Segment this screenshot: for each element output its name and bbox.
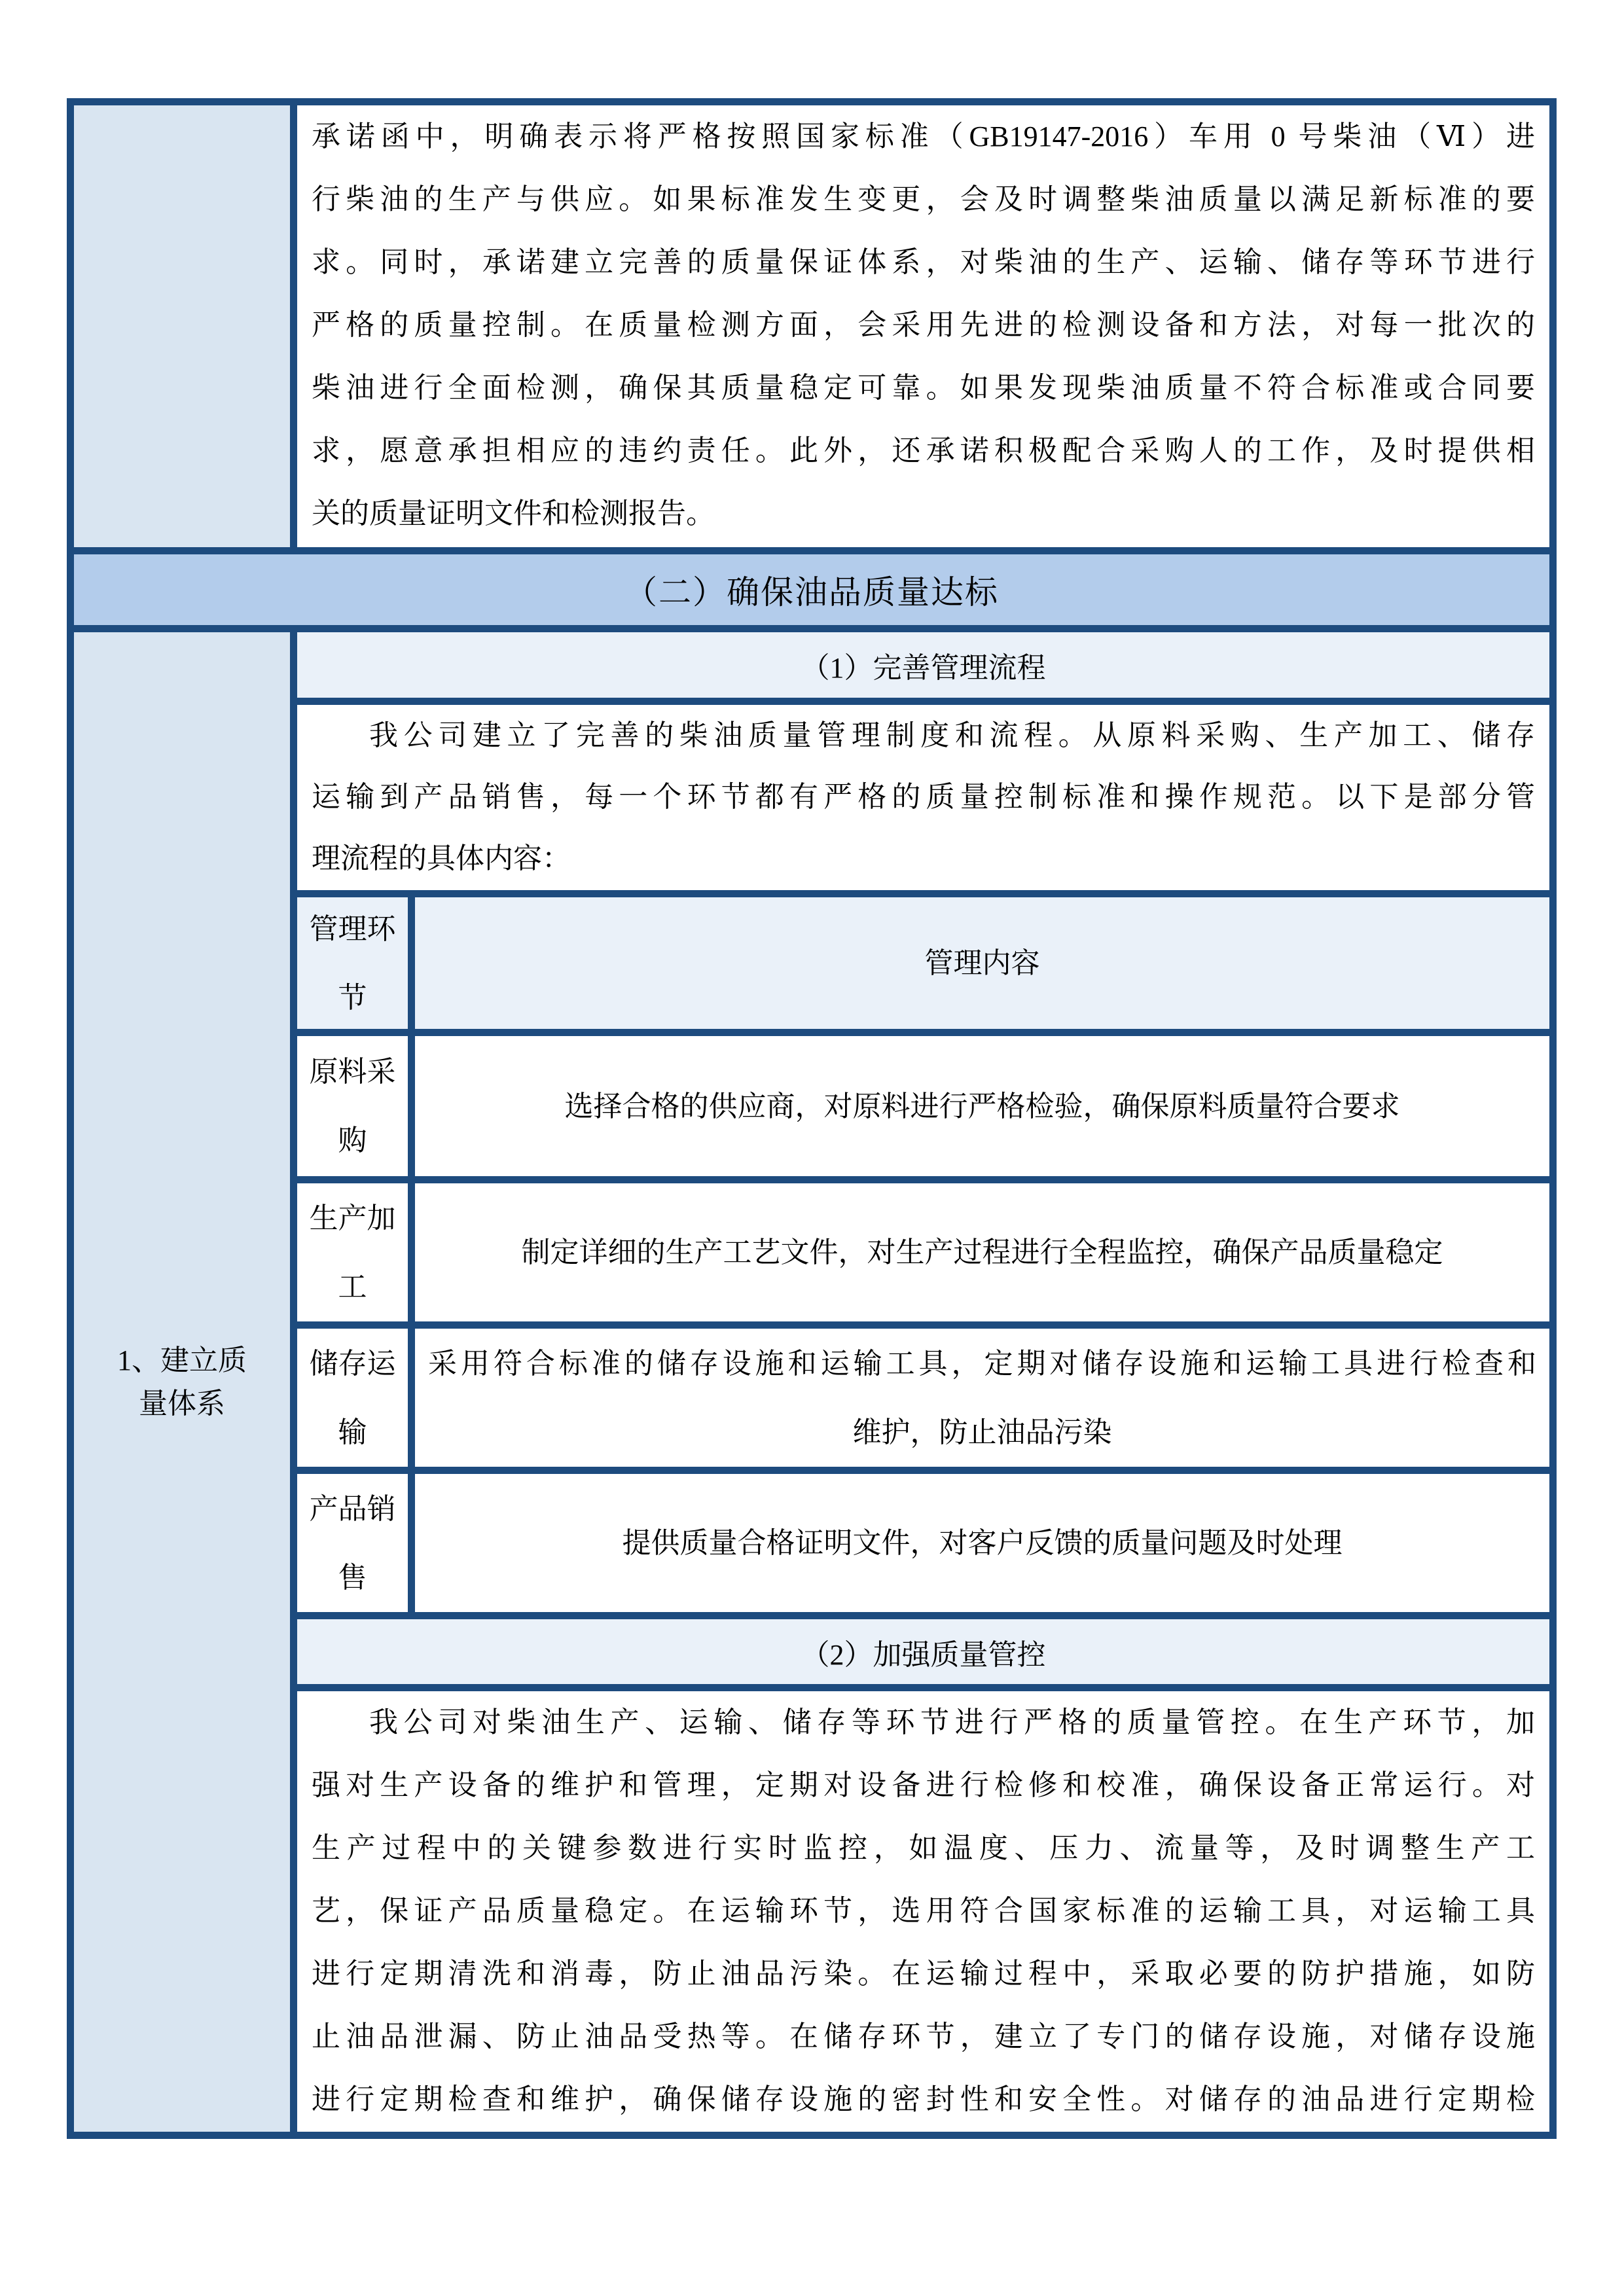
- sub2-paragraph: [297, 1691, 1549, 2132]
- content-text-line: 采用符合标准的储存设施和运输工具，定期对储存设施和运输工具进行检查和: [428, 1347, 1536, 1380]
- table-row: [297, 1474, 1549, 1612]
- content-cell: [415, 1036, 1549, 1176]
- content-cell: [415, 1474, 1549, 1612]
- paragraph-line: 行柴油的生产与供应。如果标准发生变更，会及时调整柴油质量以满足新标准的要: [312, 183, 1535, 215]
- paragraph-line: 求，愿意承担相应的违约责任。此外，还承诺积极配合采购人的工作，及时提供相: [312, 435, 1535, 467]
- content-cell: [415, 1183, 1549, 1321]
- paragraph-line: 求。同时，承诺建立完善的质量保证体系，对柴油的生产、运输、储存等环节进行: [312, 246, 1535, 278]
- paragraph-line: 运输到产品销售，每一个环节都有严格的质量控制标准和操作规范。以下是部分管: [312, 781, 1535, 813]
- table-header-row: [297, 897, 1549, 1029]
- paragraph-line: 艺，保证产品质量稳定。在运输环节，选用符合国家标准的运输工具，对运输工具: [312, 1895, 1535, 1927]
- section2-left-label: [74, 632, 290, 2132]
- management-process-table: [297, 897, 1549, 1612]
- content-text: 提供质量合格证明文件，对客户反馈的质量问题及时处理: [622, 1527, 1343, 1559]
- sub1-header-band: [297, 632, 1549, 698]
- sub1-header-text: （1）完善管理流程: [801, 652, 1046, 684]
- document-table: [67, 98, 1557, 2139]
- stage-cell: 生产加工: [297, 1183, 408, 1321]
- sub2-header-text: （2）加强质量管控: [801, 1638, 1046, 1671]
- paragraph-line: 我公司对柴油生产、运输、储存等环节进行严格的质量管控。在生产环节，加: [369, 1706, 1535, 1738]
- continuation-left-cell: [74, 105, 290, 547]
- content-text-line: 维护，防止油品污染: [852, 1416, 1112, 1448]
- content-cell: [415, 1329, 1549, 1467]
- content-text: 选择合格的供应商，对原料进行严格检验，确保原料质量符合要求: [564, 1090, 1400, 1122]
- continuation-row: [74, 105, 1549, 547]
- paragraph-line: 强对生产设备的维护和管理，定期对设备进行检修和校准，确保设备正常运行。对: [312, 1769, 1535, 1801]
- paragraph-line: 承诺函中，明确表示将严格按照国家标准（GB19147-2016）车用 0 号柴油（Ⅵ）进: [312, 120, 1535, 152]
- paragraph-line: 关的质量证明文件和检测报告。: [312, 497, 715, 529]
- content-text: 制定详细的生产工艺文件，对生产过程进行全程监控，确保产品质量稳定: [521, 1236, 1443, 1268]
- sub1-intro-paragraph: [297, 705, 1549, 890]
- paragraph-line: 柴油进行全面检测，确保其质量稳定可靠。如果发现柴油质量不符合标准或合同要: [312, 372, 1535, 404]
- paragraph-line: 止油品泄漏、防止油品受热等。在储存环节，建立了专门的储存设施，对储存设施: [312, 2020, 1535, 2053]
- table-row: [297, 1036, 1549, 1176]
- stage-cell: 产品销售: [297, 1474, 408, 1612]
- left-label-line: 1、建立质: [117, 1344, 247, 1376]
- continuation-paragraph: [297, 105, 1549, 547]
- stage-cell: 储存运输: [297, 1329, 408, 1467]
- table-row: [297, 1183, 1549, 1321]
- stage-cell: 原料采购: [297, 1036, 408, 1176]
- table-row: [297, 1329, 1549, 1467]
- section2-header-text: （二）确保油品质量达标: [624, 574, 999, 611]
- sub2-header-band: [297, 1619, 1549, 1684]
- column-header-content: [415, 897, 1549, 1029]
- paragraph-line: 我公司建立了完善的柴油质量管理制度和流程。从原料采购、生产加工、储存: [369, 719, 1535, 751]
- paragraph-line: 严格的质量控制。在质量检测方面，会采用先进的检测设备和方法，对每一批次的: [312, 309, 1535, 341]
- left-label-line: 量体系: [139, 1387, 225, 1420]
- paragraph-line: 进行定期清洗和消毒，防止油品污染。在运输过程中，采取必要的防护措施，如防: [312, 1958, 1535, 1990]
- section2-content-column: [297, 632, 1549, 2132]
- section2-header-band: [74, 554, 1549, 625]
- paragraph-line: 理流程的具体内容：: [312, 842, 571, 874]
- column-header-stage: 管理环节: [297, 897, 408, 1029]
- section2-body-row: [74, 632, 1549, 2132]
- paragraph-line: 生产过程中的关键参数进行实时监控，如温度、压力、流量等，及时调整生产工: [312, 1832, 1535, 1864]
- column-header-content-text: 管理内容: [924, 947, 1040, 979]
- paragraph-line: 进行定期检查和维护，确保储存设施的密封性和安全性。对储存的油品进行定期检: [312, 2083, 1535, 2115]
